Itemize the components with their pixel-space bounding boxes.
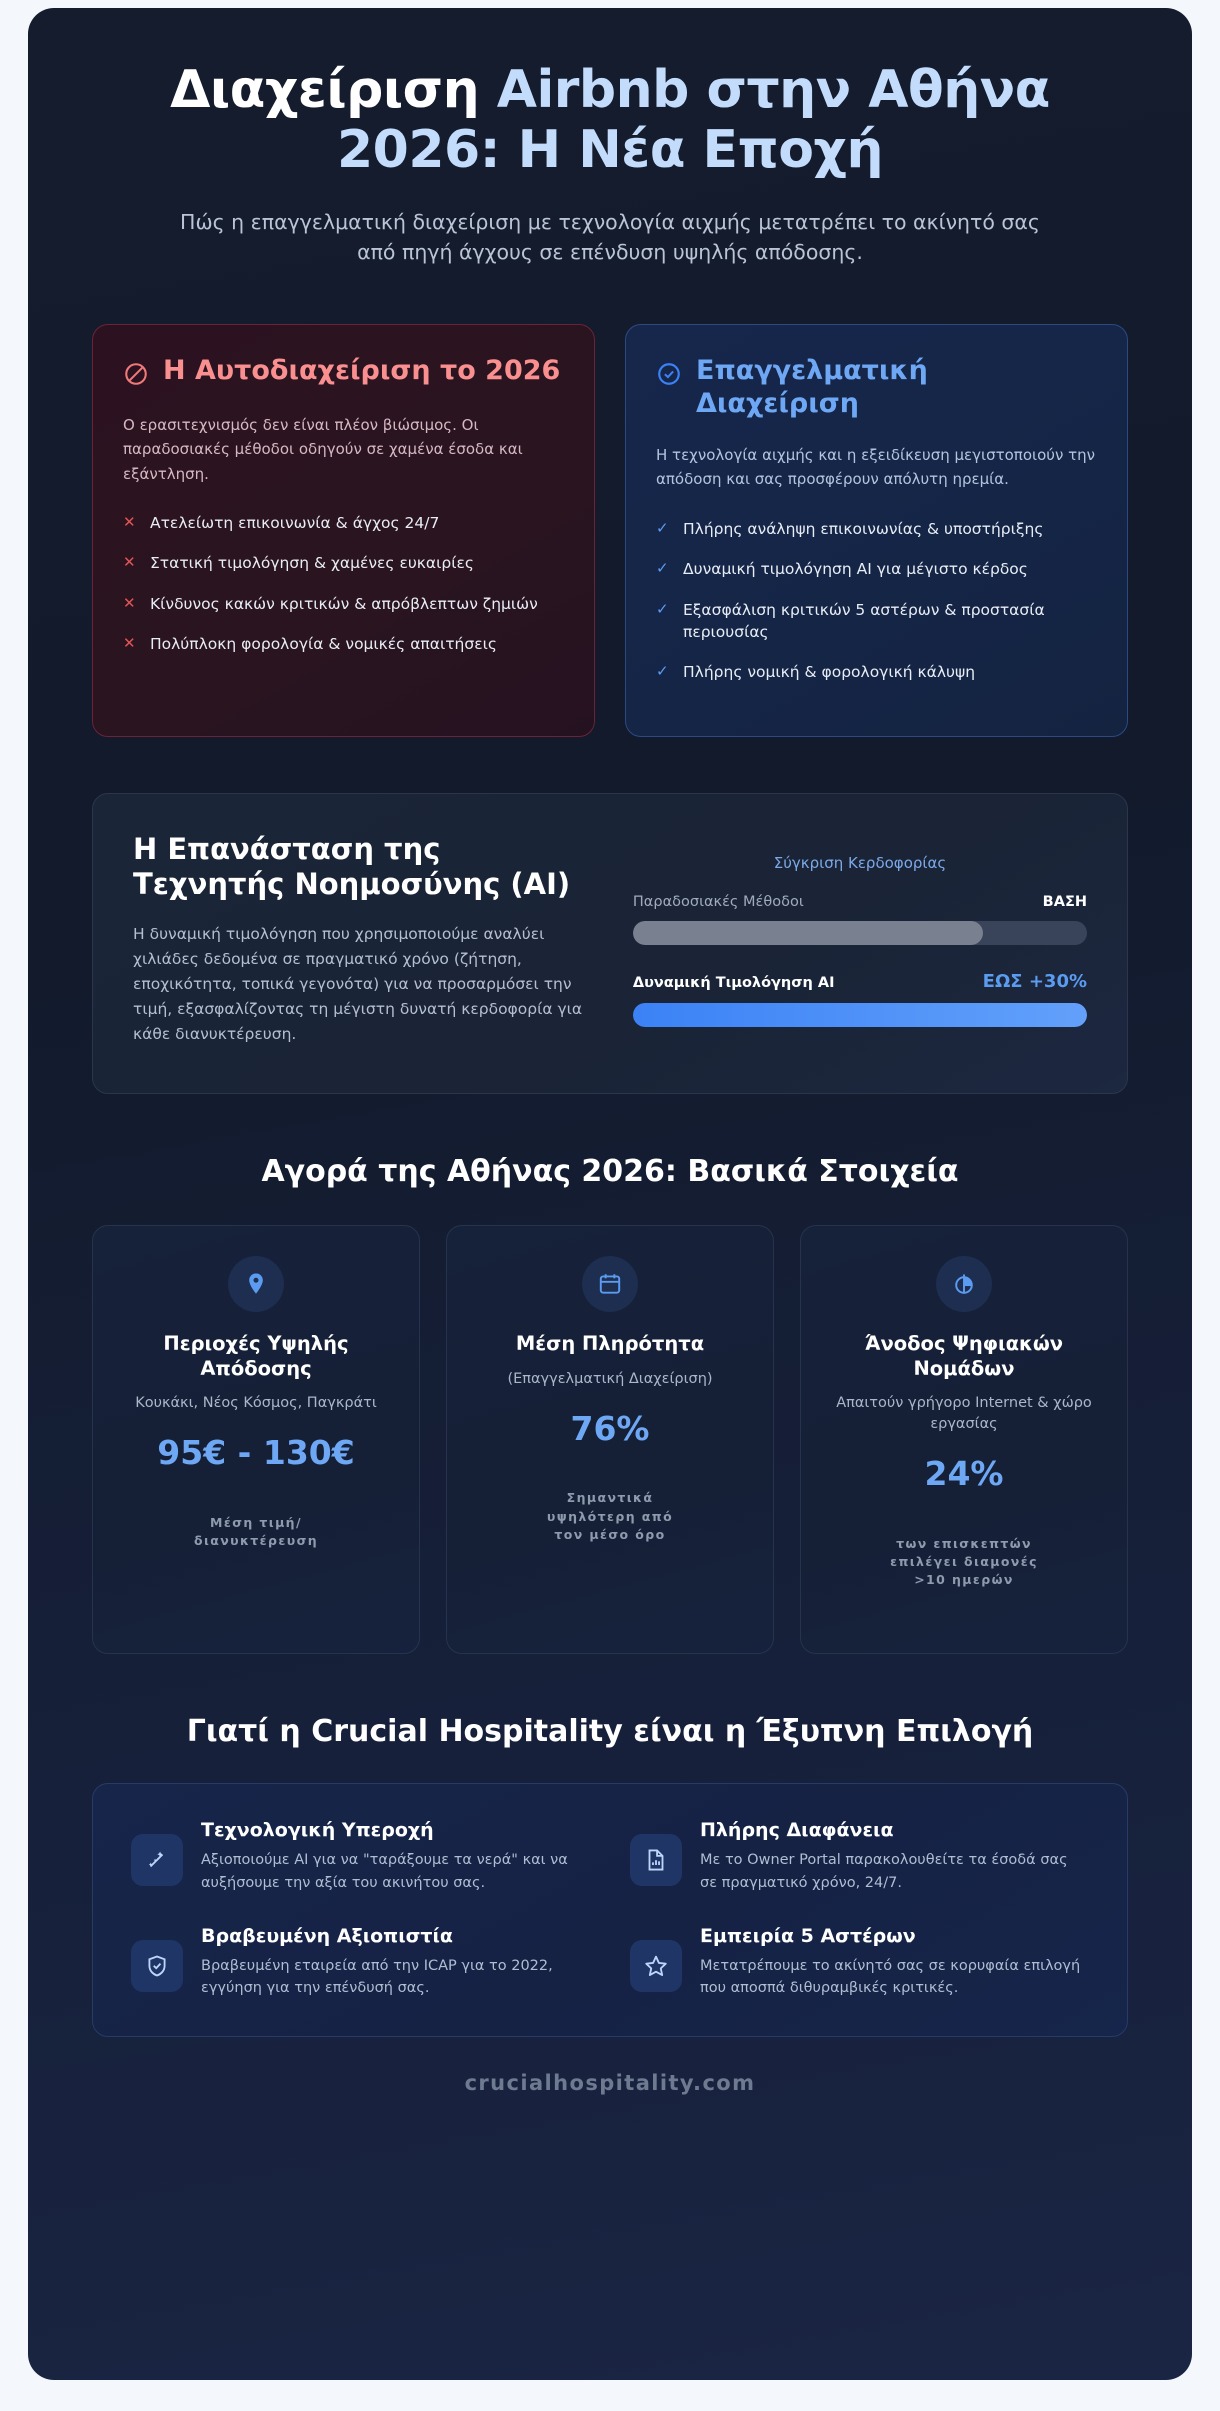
ai-body: Η δυναμική τιμολόγηση που χρησιμοποιούμε αναλύει χιλιάδες δεδομένα σε πραγματικό χρόνο (ζήτηση, εποχικότητα, τοπικά γεγονότα) για να προσαρμόσει την τιμή, εξασφαλίζοντας τη μέγιστη δυνατή κερδοφορία για κάθε διανυκτέρευση. <box>133 924 583 1043</box>
stat-value: 24% <box>924 1454 1004 1494</box>
why-item-text <box>201 1924 590 2000</box>
why-item-title: Πλήρης Διαφάνεια <box>700 1819 894 1842</box>
list-item <box>123 512 564 534</box>
page-title-word-white: Διαχείριση <box>170 60 497 120</box>
cross-icon: ✕ <box>123 513 136 532</box>
list-item <box>123 593 564 615</box>
bar-traditional-track <box>633 921 1087 945</box>
stat-card-nomads <box>800 1225 1128 1654</box>
stat-footnote: των επισκεπτών επιλέγει διαμονές >10 ημερών <box>890 1536 1038 1588</box>
list-item <box>656 599 1097 644</box>
list-item-label: Στατική τιμολόγηση & χαμένες ευκαιρίες <box>150 554 474 573</box>
list-item-label: Πολύπλοκη φορολογία & νομικές απαιτήσεις <box>150 635 497 654</box>
list-item-label: Πλήρης νομική & φορολογική κάλυψη <box>683 663 976 682</box>
professional-management-header <box>656 355 1097 421</box>
market-section-title: Αγορά της Αθήνας 2026: Βασικά Στοιχεία <box>261 1153 959 1189</box>
list-item-label: Κίνδυνος κακών κριτικών & απρόβλεπτων ζημιών <box>150 594 538 613</box>
why-item-text <box>700 1924 1089 2000</box>
stat-title: Μέση Πληρότητα <box>515 1331 705 1355</box>
list-item <box>656 518 1097 540</box>
self-management-header <box>123 355 564 391</box>
bar-traditional-fill <box>633 921 983 945</box>
why-item-technology <box>131 1818 590 1894</box>
why-item-body: Μετατρέπουμε το ακίνητό σας σε κορυφαία επιλογή που αποσπά διθυραμβικές κριτικές. <box>700 1957 1081 1997</box>
footer-domain: crucialhospitality.com <box>464 2070 756 2095</box>
professional-management-title: Επαγγελματική Διαχείριση <box>696 355 928 420</box>
list-item-label: Δυναμική τιμολόγηση AI για μέγιστο κέρδος <box>683 560 1028 579</box>
stat-subtitle: Κουκάκι, Νέος Κόσμος, Παγκράτι <box>135 1395 377 1412</box>
bar-ai-fill <box>633 1003 1087 1027</box>
magic-wand-icon <box>131 1834 183 1886</box>
page-title <box>88 60 1132 181</box>
shield-check-icon <box>131 1940 183 1992</box>
bar-traditional-name: Παραδοσιακές Μέθοδοι <box>632 893 804 910</box>
star-icon <box>630 1940 682 1992</box>
bar-traditional-value: ΒΑΣΗ <box>1042 893 1087 910</box>
why-item-experience <box>630 1924 1089 2000</box>
bar-ai-name: Δυναμική Τιμολόγηση AI <box>632 974 835 991</box>
cross-icon: ✕ <box>123 593 136 612</box>
why-section-title: Γιατί η Crucial Hospitality είναι η Έξυπνη Επιλογή <box>186 1714 1034 1750</box>
page-subtitle: Πώς η επαγγελματική διαχείριση με τεχνολογία αιχμής μετατρέπει το ακίνητό σας από πηγή άγχους σε επένδυση υψηλής απόδοσης. <box>180 209 1040 265</box>
calendar-icon <box>582 1256 638 1312</box>
stat-value: 95€ - 130€ <box>157 1433 355 1473</box>
ai-text-column <box>133 832 591 1053</box>
list-item <box>656 661 1097 683</box>
report-chart-icon <box>630 1834 682 1886</box>
bar-ai-value: ΕΩΣ +30% <box>982 970 1087 992</box>
check-icon: ✓ <box>656 599 669 618</box>
why-item-title: Τεχνολογική Υπεροχή <box>201 1819 434 1842</box>
market-stats <box>28 1189 1192 1654</box>
why-item-transparency <box>630 1818 1089 1894</box>
why-item-body: Βραβευμένη εταιρεία από την ICAP για το 2022, εγγύηση για την επένδυσή σας. <box>201 1957 553 1997</box>
cross-icon: ✕ <box>123 553 136 572</box>
why-item-body: Με το Owner Portal παρακολουθείτε τα έσοδά σας σε πραγματικό χρόνο, 24/7. <box>700 1852 1068 1891</box>
bar-traditional-labels <box>633 894 1087 910</box>
no-entry-icon <box>123 361 149 391</box>
professional-management-card <box>625 324 1128 737</box>
professional-management-desc: Η τεχνολογία αιχμής και η εξειδίκευση μεγιστοποιούν την απόδοση και σας προσφέρουν απόλυτη ηρεμία. <box>656 446 1096 489</box>
why-item-body: Αξιοποιούμε AI για να "ταράξουμε τα νερά" και να αυξήσουμε την αξία του ακινήτου σας. <box>201 1852 568 1891</box>
comparison-section <box>28 268 1192 737</box>
check-icon: ✓ <box>656 559 669 578</box>
why-item-reliability <box>131 1924 590 2000</box>
list-item-label: Εξασφάλιση κριτικών 5 αστέρων & προστασία περιουσίας <box>683 600 1045 641</box>
stat-value: 76% <box>570 1408 650 1448</box>
check-icon: ✓ <box>656 662 669 681</box>
self-management-card <box>92 324 595 737</box>
ai-revolution-section <box>92 793 1128 1094</box>
list-item-label: Πλήρης ανάληψη επικοινωνίας & υποστήριξης <box>683 519 1044 538</box>
stat-card-occupancy <box>446 1225 774 1654</box>
stat-subtitle: Απαιτούν γρήγορο Internet & χώρο εργασίας <box>836 1395 1092 1433</box>
why-item-title: Βραβευμένη Αξιοπιστία <box>201 1925 453 1948</box>
page-title-line1-rest: Airbnb στην Αθήνα <box>496 60 1050 120</box>
list-item <box>123 552 564 574</box>
stat-footnote: Σημαντικά υψηλότερη από τον μέσο όρο <box>546 1490 674 1542</box>
bar-ai <box>633 971 1087 1027</box>
bar-ai-track <box>633 1003 1087 1027</box>
chart-title: Σύγκριση Κερδοφορίας <box>773 853 947 872</box>
check-circle-icon <box>656 361 682 391</box>
cross-icon: ✕ <box>123 634 136 653</box>
ai-title: Η Επανάσταση της Τεχνητής Νοημοσύνης (AI) <box>133 831 571 901</box>
why-item-title: Εμπειρία 5 Αστέρων <box>700 1925 916 1948</box>
pie-chart-icon <box>936 1256 992 1312</box>
infographic-page <box>28 8 1192 2380</box>
stat-card-areas <box>92 1225 420 1654</box>
page-title-line2: 2026: Η Νέα Εποχή <box>337 120 883 181</box>
self-management-desc: Ο ερασιτεχνισμός δεν είναι πλέον βιώσιμος. Οι παραδοσιακές μέθοδοι οδηγούν σε χαμένα έσοδα και εξάντληση. <box>123 416 523 483</box>
self-management-list <box>123 512 564 656</box>
stat-footnote: Μέση τιμή/διανυκτέρευση <box>194 1515 318 1549</box>
hero-section <box>28 8 1192 268</box>
bar-traditional <box>633 894 1087 945</box>
why-grid <box>92 1783 1128 2036</box>
stat-title: Περιοχές Υψηλής Απόδοσης <box>163 1331 349 1380</box>
stat-subtitle: (Επαγγελματική Διαχείριση) <box>507 1370 713 1387</box>
list-item <box>656 558 1097 580</box>
bar-ai-labels <box>633 971 1087 992</box>
professional-management-list <box>656 518 1097 684</box>
why-item-text <box>201 1818 590 1894</box>
self-management-title: Η Αυτοδιαχείριση το 2026 <box>163 355 561 387</box>
list-item-label: Ατελείωτη επικοινωνία & άγχος 24/7 <box>150 514 440 533</box>
map-pin-icon <box>228 1256 284 1312</box>
list-item <box>123 633 564 655</box>
stat-title: Άνοδος Ψηφιακών Νομάδων <box>864 1331 1064 1380</box>
profitability-chart <box>633 832 1087 1053</box>
check-icon: ✓ <box>656 518 669 537</box>
why-item-text <box>700 1818 1089 1894</box>
